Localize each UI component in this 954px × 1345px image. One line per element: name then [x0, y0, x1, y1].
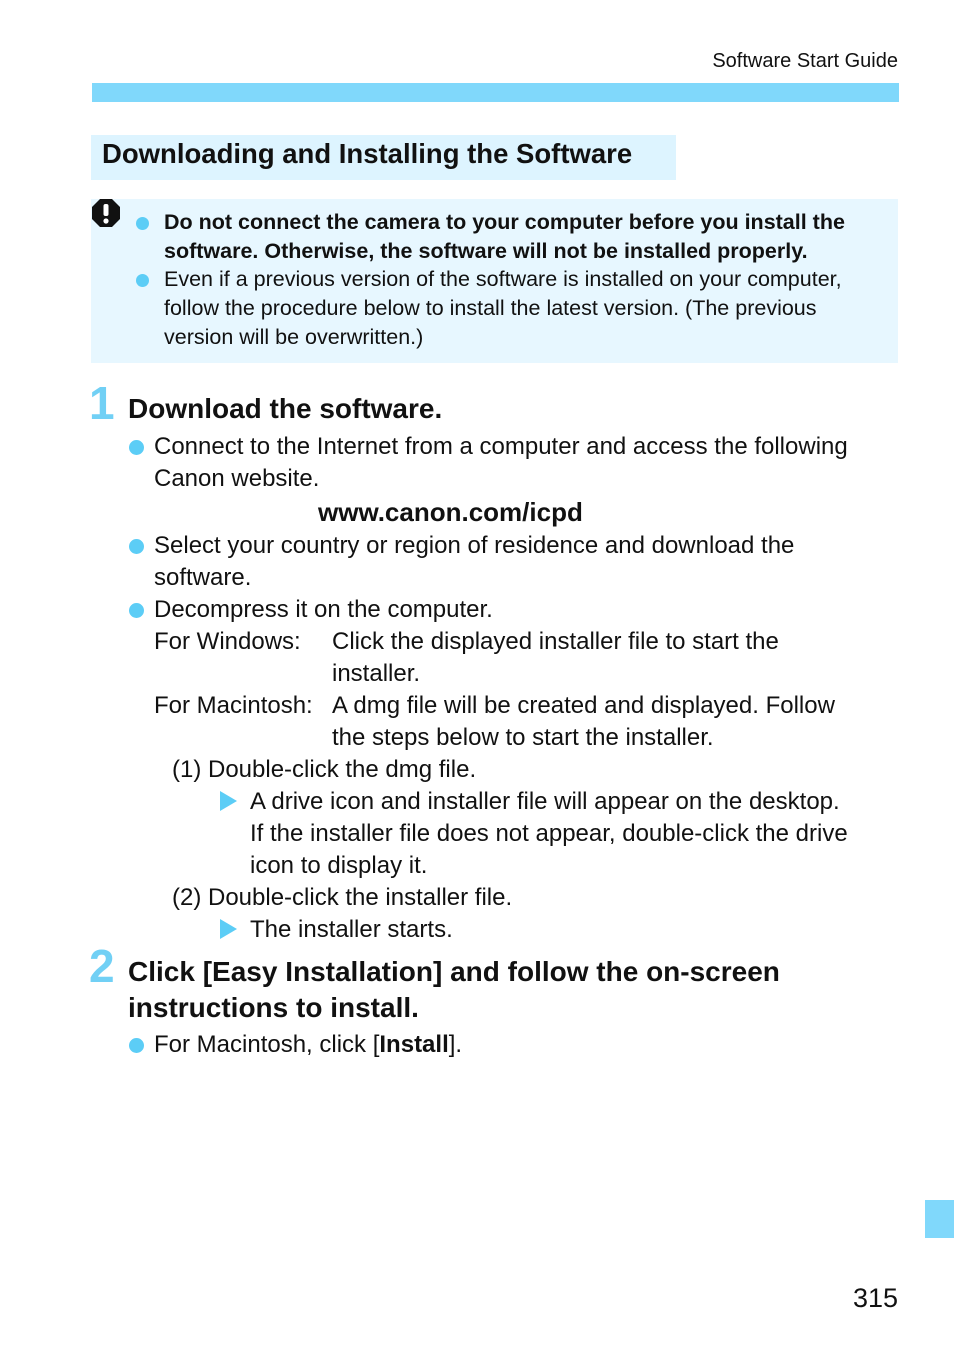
caution-icon	[91, 198, 121, 228]
substep-2: (2) Double-click the installer file.	[172, 884, 513, 911]
caution-bullet	[136, 274, 149, 287]
windows-text: installer.	[332, 660, 421, 687]
substep-result: icon to display it.	[250, 852, 428, 879]
windows-text: Click the displayed installer file to start the	[332, 628, 779, 655]
text-prefix: For Macintosh, click [	[154, 1031, 380, 1058]
header-color-bar	[92, 83, 899, 102]
substep-result: If the installer file does not appear, double-click the drive	[250, 820, 848, 847]
text-suffix: ].	[448, 1031, 463, 1058]
step-text: Decompress it on the computer.	[154, 596, 493, 623]
mac-text: the steps below to start the installer.	[332, 724, 714, 751]
section-title: Downloading and Installing the Software	[102, 138, 633, 169]
step-text: Select your country or region of residence and download the	[154, 532, 795, 559]
caution-text: Even if a previous version of the software is installed on your computer,	[164, 267, 842, 291]
step-title: instructions to install.	[128, 992, 419, 1023]
step-title: Click [Easy Installation] and follow the on-screen	[128, 956, 780, 987]
result-arrow-icon	[220, 919, 237, 939]
caution-text: Do not connect the camera to your computer before you install the	[164, 210, 845, 234]
bullet	[129, 539, 144, 554]
bullet	[129, 1038, 144, 1053]
substep-1: (1) Double-click the dmg file.	[172, 756, 477, 783]
install-button-label: Install	[379, 1031, 449, 1058]
side-tab	[925, 1200, 954, 1238]
guide-title: Software Start Guide	[712, 50, 898, 72]
bullet	[129, 603, 144, 618]
caution-bullet	[136, 217, 149, 230]
caution-text: software. Otherwise, the software will not be installed properly.	[164, 239, 808, 263]
bullet	[129, 440, 144, 455]
page-number: 315	[852, 1283, 898, 1313]
substep-result: A drive icon and installer file will appear on the desktop.	[250, 788, 840, 815]
substep-result: The installer starts.	[250, 916, 453, 943]
step-text: software.	[154, 564, 252, 591]
windows-label: For Windows:	[154, 628, 301, 655]
step-number: 2	[89, 940, 115, 992]
caution-text: version will be overwritten.)	[164, 325, 424, 349]
result-arrow-icon	[220, 791, 237, 811]
website-url: www.canon.com/icpd	[318, 497, 583, 527]
caution-text: follow the procedure below to install the latest version. (The previous	[164, 296, 817, 320]
mac-label: For Macintosh:	[154, 692, 313, 719]
mac-text: A dmg file will be created and displayed. Follow	[332, 692, 835, 719]
step-text: Canon website.	[154, 465, 320, 492]
step-title: Download the software.	[128, 393, 443, 424]
step-number: 1	[89, 377, 115, 429]
step-text: Connect to the Internet from a computer and access the following	[154, 433, 848, 460]
step-text	[154, 1029, 462, 1061]
